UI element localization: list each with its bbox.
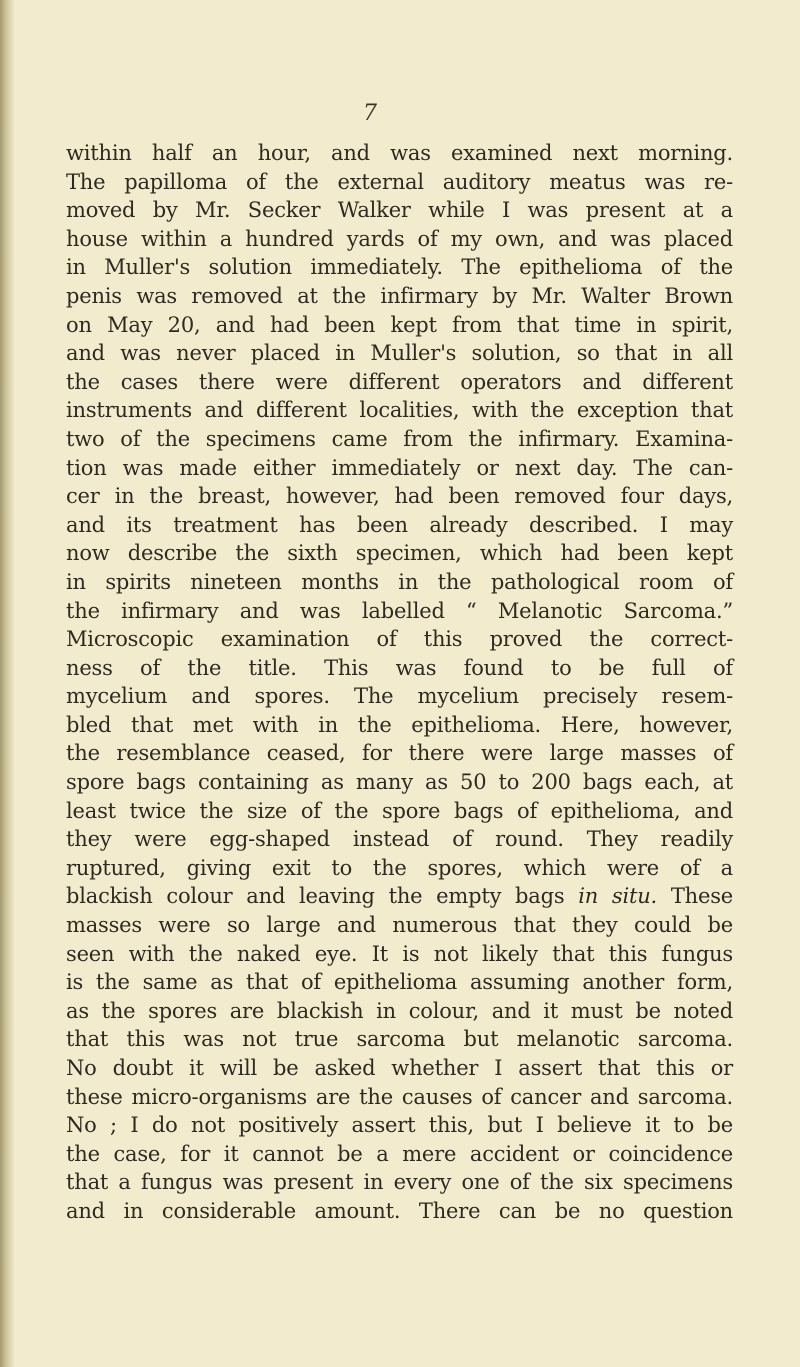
body-text — [66, 139, 733, 1226]
text-line: that this was not true sarcoma but melanotic sarcoma. — [66, 1027, 733, 1052]
text-line: ruptured, giving exit to the spores, which were of a — [66, 855, 733, 880]
text-line: is the same as that of epithelioma assuming another form, — [66, 970, 733, 995]
text-line: spore bags containing as many as 50 to 200 bags each, at — [66, 770, 733, 795]
text-line: tion was made either immediately or next day. The can- — [66, 455, 733, 480]
text-line: masses were so large and numerous that they could be — [66, 913, 733, 938]
text-line: that a fungus was present in every one of the six specimens — [66, 1170, 733, 1195]
text-line-with-italic — [66, 882, 733, 911]
text-line: now describe the sixth specimen, which had been kept — [66, 541, 733, 566]
text-line: the case, for it cannot be a mere accident or coincidence — [66, 1141, 733, 1166]
text-line: and was never placed in Muller's solution, so that in all — [66, 341, 733, 366]
text-line: No doubt it will be asked whether I assert that this or — [66, 1056, 733, 1080]
text-line: seen with the naked eye. It is not likely that this fungus — [66, 941, 733, 966]
text-line: moved by Mr. Secker Walker while I was present at a — [66, 198, 733, 223]
text-line: they were egg-shaped instead of round. They readily — [66, 827, 733, 852]
text-line: as the spores are blackish in colour, and it must be noted — [66, 998, 733, 1023]
text-line: bled that met with in the epithelioma. Here, however, — [66, 712, 733, 737]
text-line: on May 20, and had been kept from that time in spirit, — [66, 312, 733, 337]
text-line-prefix: blackish colour and leaving the empty bags — [66, 884, 565, 909]
text-line: The papilloma of the external auditory meatus was re- — [66, 169, 733, 194]
text-line: house within a hundred yards of my own, and was placed — [66, 226, 733, 251]
text-line: these micro-organisms are the causes of cancer and sarcoma. — [66, 1084, 733, 1109]
text-line: mycelium and spores. The mycelium precisely resem- — [66, 684, 733, 709]
text-line: cer in the breast, however, had been removed four days, — [66, 484, 733, 509]
text-line: Microscopic examination of this proved the correct- — [66, 627, 733, 652]
text-line: penis was removed at the infirmary by Mr. Walter Brown — [66, 283, 733, 308]
text-line: ness of the title. This was found to be full of — [66, 655, 733, 680]
text-line: the cases there were different operators and different — [66, 369, 733, 394]
text-line: two of the specimens came from the infirmary. Examina- — [66, 426, 733, 451]
page-binding-edge — [0, 0, 14, 1367]
text-line-suffix: These — [670, 884, 733, 909]
text-line: the resemblance ceased, for there were large masses of — [66, 741, 733, 766]
text-line: No ; I do not positively assert this, but I believe it to be — [66, 1113, 733, 1138]
text-line: within half an hour, and was examined next morning. — [66, 141, 733, 165]
text-line: instruments and different localities, with the exception that — [66, 398, 733, 423]
text-line: least twice the size of the spore bags of epithelioma, and — [66, 798, 733, 823]
text-line: and its treatment has been already described. I may — [66, 512, 733, 537]
text-line: in Muller's solution immediately. The epithelioma of the — [66, 255, 733, 280]
text-line: and in considerable amount. There can be no question — [66, 1198, 733, 1223]
text-line: the infirmary and was labelled “ Melanotic Sarcoma.” — [66, 598, 733, 623]
page-number: 7 — [363, 101, 377, 126]
text-line: in spirits nineteen months in the pathological room of — [66, 569, 733, 594]
italic-phrase: in situ. — [578, 884, 658, 909]
